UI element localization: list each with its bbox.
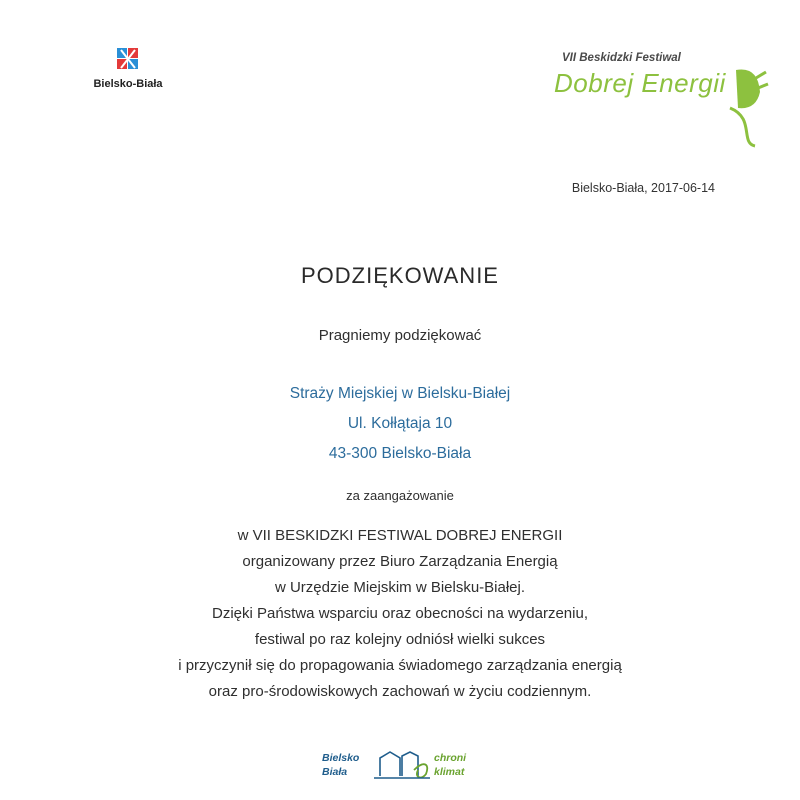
body-line: organizowany przez Biuro Zarządzania Energią	[242, 553, 558, 570]
recipient-city: 43-300 Bielsko-Biała	[328, 445, 472, 462]
footer-logo-text-bielsko: Bielsko	[322, 752, 360, 764]
recipient-street: Ul. Kołłątaja 10	[347, 415, 453, 432]
letter-reason: za zaangażowanie	[346, 488, 454, 503]
body-line: festiwal po raz kolejny odniósł wielki sukces	[254, 631, 546, 648]
climate-logo	[318, 746, 488, 786]
footer-logo-text-klimat: klimat	[434, 766, 465, 778]
plug-icon	[540, 48, 780, 158]
letter-title: PODZIĘKOWANIE	[301, 263, 499, 288]
footer-logo-text-chroni: chroni	[434, 752, 467, 764]
festival-logo	[540, 48, 780, 158]
city-emblem-icon	[113, 46, 143, 74]
body-line: Dzięki Państwa wsparciu oraz obecności na wydarzeniu,	[211, 605, 588, 622]
letter-date: Bielsko-Biała, 2017-06-14	[571, 181, 715, 195]
city-logo-label: Bielsko-Biała	[93, 78, 163, 90]
letter-intro: Pragniemy podziękować	[318, 327, 482, 344]
festival-name-label: Dobrej Energii	[554, 68, 726, 98]
recipient-name: Straży Miejskiej w Bielsku-Białej	[289, 385, 511, 402]
body-line: i przyczynił się do propagowania świadomego zarządzania energią	[178, 657, 622, 674]
city-logo	[88, 46, 168, 90]
body-line: w Urzędzie Miejskim w Bielsku-Białej.	[274, 579, 526, 596]
footer-logo-text-biala: Biała	[322, 766, 348, 778]
festival-edition-label: VII Beskidzki Festiwal	[562, 52, 681, 64]
body-line: w VII BESKIDZKI FESTIWAL DOBREJ ENERGII	[237, 527, 563, 544]
body-line: oraz pro-środowiskowych zachowań w życiu codziennym.	[208, 683, 592, 700]
